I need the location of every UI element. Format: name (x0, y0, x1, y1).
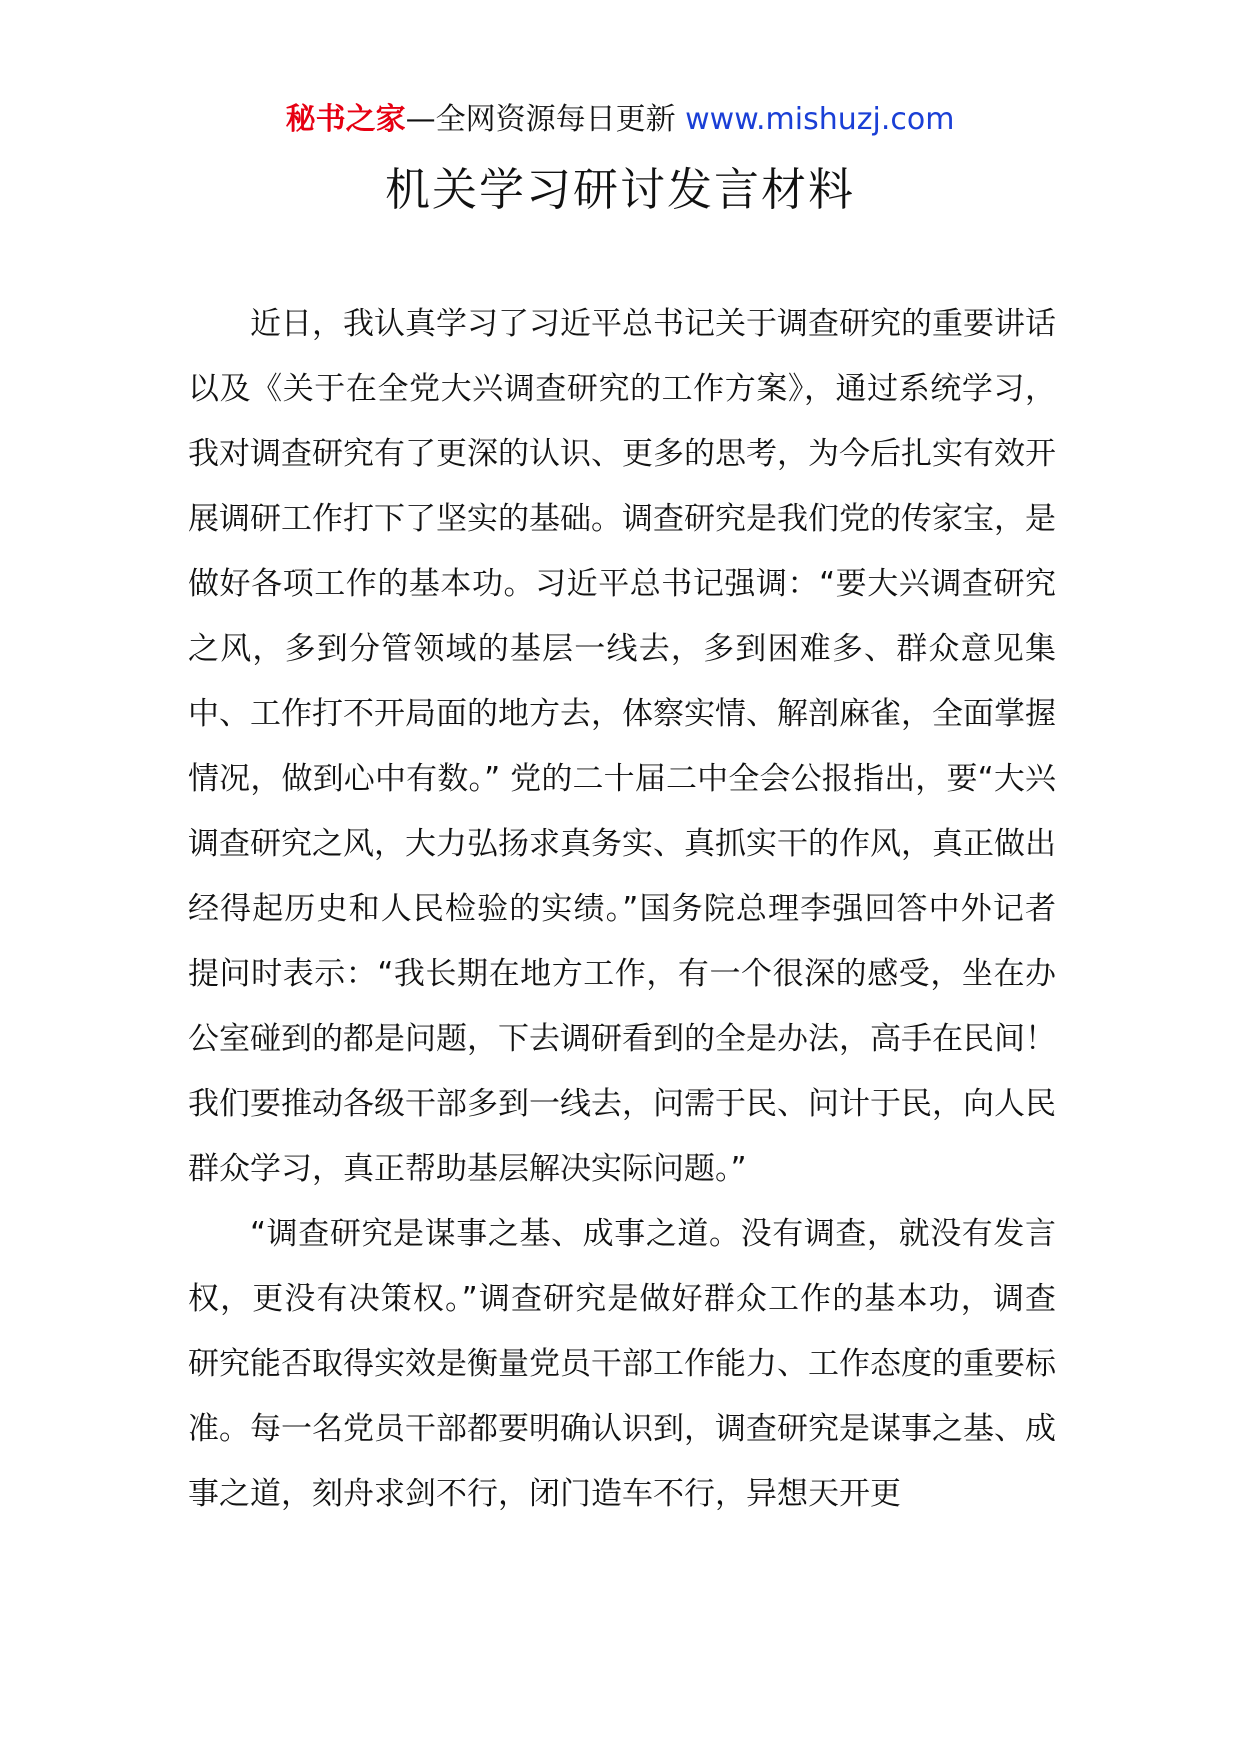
paragraph: “调查研究是谋事之基、成事之道。没有调查，就没有发言权，更没有决策权。”调查研究是做好群众工作的基本功，调查研究能否取得实效是衡量党员干部工作能力、工作态度的重要标准。每一名党员干部都要明确认识到，调查研究是谋事之基、成事之道，刻舟求剑不行，闭门造车不行，异想天开更 (188, 1216, 1056, 1512)
document-title: 机关学习研讨发言材料 (384, 163, 855, 216)
header-slogan: —全网资源每日更新 (405, 102, 686, 137)
document-body (188, 292, 1056, 1527)
brand-name: 秘书之家 (285, 102, 406, 137)
site-header (0, 100, 1240, 140)
site-url-link[interactable]: www.mishuzj.com (685, 102, 955, 137)
paragraph: 近日，我认真学习了习近平总书记关于调查研究的重要讲话以及《关于在全党大兴调查研究的工作方案》，通过系统学习，我对调查研究有了更深的认识、更多的思考，为今后扎实有效开展调研工作打下了坚实的基础。调查研究是我们党的传家宝，是做好各项工作的基本功。习近平总书记强调：“要大兴调查研究之风，多到分管领域的基层一线去，多到困难多、群众意见集中、工作打不开局面的地方去，体察实情、解剖麻雀，全面掌握情况，做到心中有数。” 党的二十届二中全会公报指出，要“大兴调查研究之风，大力弘扬求真务实、真抓实干的作风，真正做出经得起历史和人民检验的实绩。”国务院总理李强回答中外记者提问时表示：“我长期在地方工作，有一个很深的感受，坐在办公室碰到的都是问题，下去调研看到的全是办法，高手在民间！我们要推动各级干部多到一线去，问需于民、问计于民，向人民群众学习，真正帮助基层解决实际问题。” (188, 306, 1056, 1187)
